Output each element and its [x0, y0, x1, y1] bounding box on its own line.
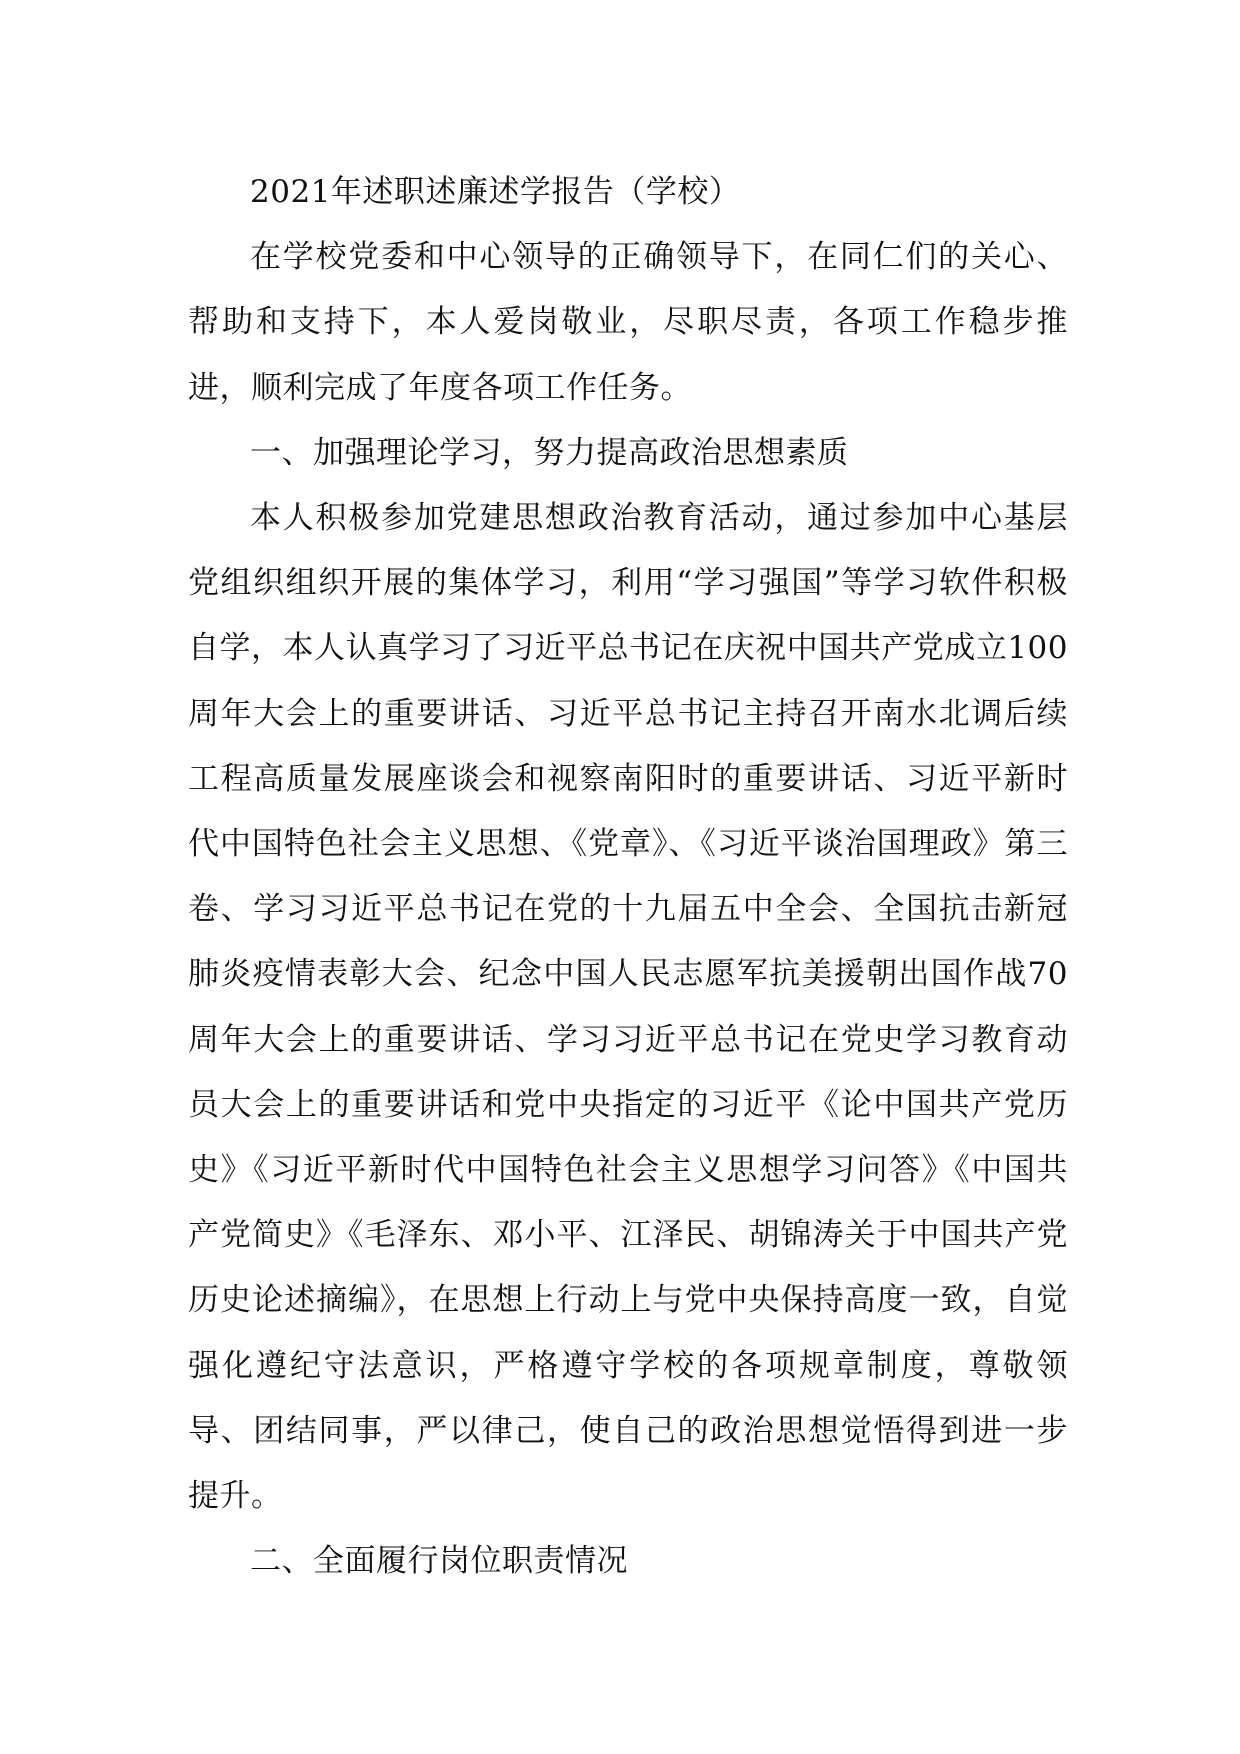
intro-paragraph: 在学校党委和中心领导的正确领导下，在同仁们的关心、帮助和支持下，本人爱岗敬业，尽职尽责，各项工作稳步推进，顺利完成了年度各项工作任务。 [188, 239, 1068, 406]
section-heading-1: 一、加强理论学习，努力提高政治思想素质 [250, 434, 849, 471]
document-body [188, 160, 1068, 1594]
study-paragraph: 本人积极参加党建思想政治教育活动，通过参加中心基层党组织组织开展的集体学习，利用“学习强国”等学习软件积极自学，本人认真学习了习近平总书记在庆祝中国共产党成立100周年大会上的重要讲话、习近平总书记主持召开南水北调后续工程高质量发展座谈会和视察南阳时的重要讲话、习近平新时代中国特色社会主义思想、《党章》、《习近平谈治国理政》第三卷、学习习近平总书记在党的十九届五中全会、全国抗击新冠肺炎疫情表彰大会、纪念中国人民志愿军抗美援朝出国作战70周年大会上的重要讲话、学习习近平总书记在党史学习教育动员大会上的重要讲话和党中央指定的习近平《论中国共产党历史》《习近平新时代中国特色社会主义思想学习问答》《中国共产党简史》《毛泽东、邓小平、江泽民、胡锦涛关于中国共产党历史论述摘编》，在思想上行动上与党中央保持高度一致，自觉强化遵纪守法意识，严格遵守学校的各项规章制度，尊敬领导、团结同事，严以律己，使自己的政治思想觉悟得到进一步提升。 [188, 500, 1068, 1515]
section-heading-2: 二、全面履行岗位职责情况 [250, 1543, 628, 1580]
document-title: 2021年述职述廉述学报告（学校） [250, 174, 741, 210]
